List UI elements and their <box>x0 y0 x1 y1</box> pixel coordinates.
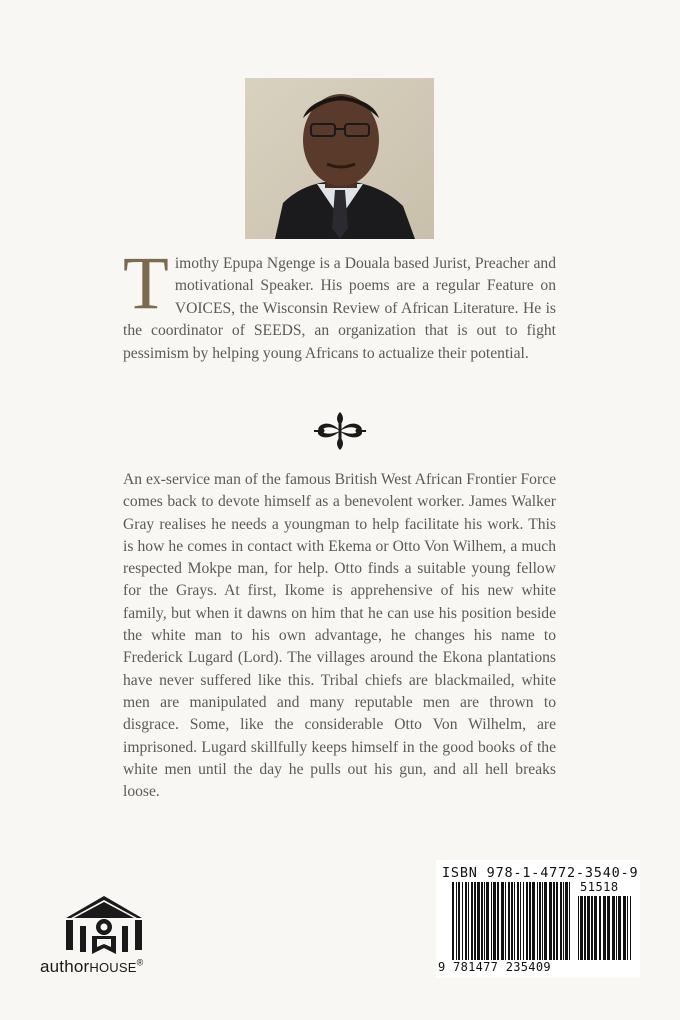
barcode-bar <box>511 882 513 960</box>
barcode-bar <box>627 896 628 960</box>
barcode-bar <box>539 882 541 960</box>
barcode-bar <box>591 896 593 960</box>
bio-text: imothy Epupa Ngenge is a Douala based Jurist, Preacher and motivational Speaker. His poems are a regular Feature on VOICES, the Wisconsin Review of African Literature. He is the coordinator of SEEDS, an organization that is out to fight pessimism by helping young Africans to actualize their potential. <box>123 255 556 362</box>
barcode-bar <box>505 882 506 960</box>
barcode-bar <box>578 896 579 960</box>
barcode-bar <box>537 882 538 960</box>
barcode-bar <box>565 882 568 960</box>
barcode-bar <box>481 882 483 960</box>
author-portrait-image <box>245 78 434 239</box>
barcode-bar <box>517 882 519 960</box>
barcode-bar <box>491 882 492 960</box>
barcode-bar <box>623 896 626 960</box>
ean-barcode <box>452 882 572 960</box>
ean-digits: 9 781477 235409 <box>438 960 551 974</box>
publisher-name-upper: HOUSE <box>89 960 137 975</box>
barcode-bar <box>549 882 552 960</box>
barcode-bar <box>563 882 564 960</box>
price-addon-barcode <box>578 896 634 960</box>
barcode-bar <box>493 882 496 960</box>
book-blurb: An ex-service man of the famous British West African Frontier Force comes back to devote himself as a benevolent worker. James Walker Gray realises he needs a youngman to help facilitate his work. This is how he comes in contact with Ekema or Otto Von Wilhem, a much respected Mokpe man, for help. Otto finds a suitable young fellow for the Grays. At first, Ikome is apprehensive of his new white family, but when it dawns on him that he can use his position beside the white man to his own advantage, he changes his name to Frederick Lugard (Lord). The villages around the Ekona plantations have never suffered like this. Tribal chiefs are blackmailed, white men are manipulated and many reputable men are thrown to disgrace. Some, like the considerable Otto Von Wilhelm, are imprisoned. Lugard skillfully keeps himself in the good books of the white men until the day he pulls out his gun, and all hell breaks loose. <box>123 471 556 801</box>
author-bio <box>123 242 556 365</box>
barcode-bar <box>580 896 583 960</box>
barcode-bar <box>630 896 631 960</box>
barcode-bar <box>544 882 547 960</box>
barcode-bar <box>486 882 489 960</box>
barcode-bar <box>599 896 601 960</box>
barcode-bar <box>501 882 504 960</box>
barcode-bar <box>462 882 463 960</box>
barcode-bar <box>474 882 476 960</box>
barcode-bar <box>607 896 610 960</box>
barcode-bar <box>465 882 467 960</box>
barcode-bar <box>471 882 473 960</box>
isbn-text: ISBN 978-1-4772-3540-9 <box>442 865 639 881</box>
barcode-bar <box>532 882 535 960</box>
barcode-bar <box>542 882 543 960</box>
bio-dropcap: T <box>123 242 169 325</box>
price-code: 51518 <box>580 880 619 894</box>
barcode-bar <box>477 882 480 960</box>
barcode-bar <box>556 882 558 960</box>
publisher-name <box>40 957 190 977</box>
barcode-bar <box>529 882 531 960</box>
barcode-bar <box>484 882 485 960</box>
barcode-bar <box>526 882 528 960</box>
barcode-bar <box>508 882 510 960</box>
barcode-bar <box>612 896 615 960</box>
barcode-bar <box>553 882 555 960</box>
publisher-name-lower: author <box>40 957 90 976</box>
barcode-bar <box>587 896 590 960</box>
barcode-bar <box>514 882 515 960</box>
barcode-bar <box>560 882 562 960</box>
barcode-bar <box>616 896 617 960</box>
fleuron-ornament-icon <box>313 408 367 454</box>
barcode-bar <box>603 896 606 960</box>
barcode-bar <box>523 882 524 960</box>
author-photo <box>245 78 434 239</box>
barcode-bar <box>497 882 499 960</box>
barcode-bar <box>569 882 570 960</box>
barcode-bar <box>594 896 597 960</box>
barcode-bar <box>452 882 454 960</box>
barcode-bar <box>456 882 457 960</box>
barcode-bar <box>618 896 621 960</box>
registered-mark: ® <box>136 957 144 968</box>
barcode-bar <box>520 882 521 960</box>
barcode-bar <box>468 882 469 960</box>
barcode-bar <box>584 896 586 960</box>
barcode-bar <box>458 882 460 960</box>
